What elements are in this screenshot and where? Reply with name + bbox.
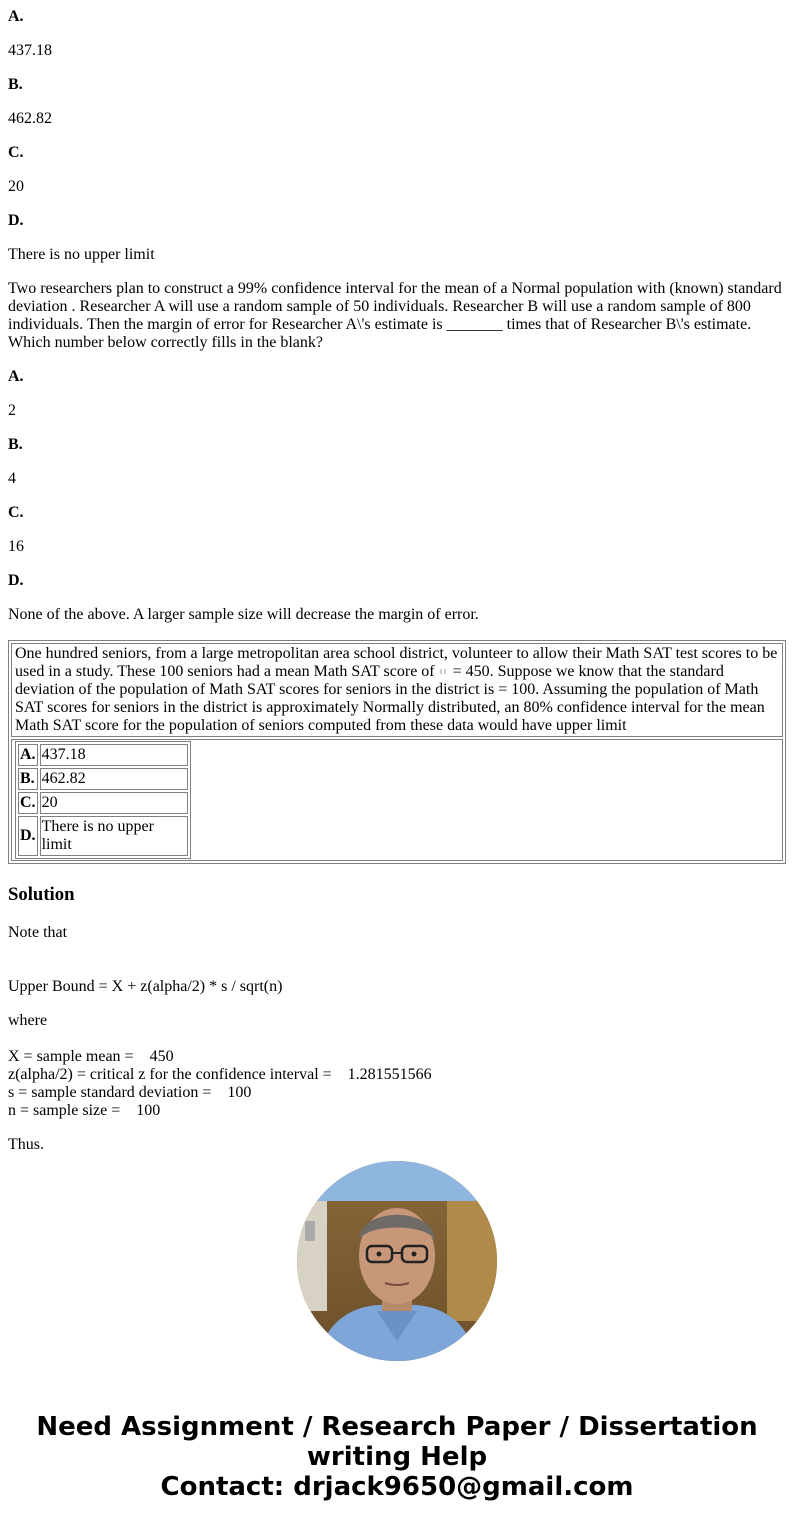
q2-option-a-letter: A.	[8, 368, 24, 385]
q3-option-row	[18, 816, 188, 856]
q2-option-b-letter: B.	[8, 436, 23, 453]
q3-options-table	[15, 741, 191, 859]
solution-heading: Solution	[8, 884, 75, 905]
tutor-avatar	[297, 1161, 497, 1361]
q3-option-a-letter: A.	[18, 744, 38, 766]
document-body	[0, 8, 794, 1154]
banner-contact-line: Contact: drjack9650@gmail.com	[160, 1472, 634, 1502]
solution-section	[8, 884, 786, 1154]
q1-option-a-text: 437.18	[8, 42, 52, 59]
q3-question-cell	[11, 643, 783, 737]
solution-def-line: n = sample size = 100	[8, 1102, 161, 1119]
q2-option-c-letter: C.	[8, 504, 24, 521]
q3-question-text-1: One hundred seniors, from a large metropolitan area school district, volunteer to allow their Math SAT test scores to be used in a study. These 100 seniors had a mean Math SAT score of	[15, 645, 778, 680]
q1-options	[8, 8, 786, 264]
q3-option-row	[18, 768, 188, 790]
q1-option-c-letter: C.	[8, 144, 24, 161]
q3-table	[8, 640, 786, 864]
q2-option-d-letter: D.	[8, 572, 24, 589]
solution-where: where	[8, 1012, 48, 1029]
solution-def-line: X = sample mean = 450	[8, 1048, 174, 1065]
q2	[8, 280, 786, 624]
q3-option-b-letter: B.	[18, 768, 38, 790]
q3-option-row	[18, 744, 188, 766]
q3-option-c-letter: C.	[18, 792, 38, 814]
q2-question-text: Two researchers plan to construct a 99% confidence interval for the mean of a Normal population with (known) standard deviation . Researcher A will use a random sample of 50 individuals. Researcher B will use a random sample of 800 individuals. Then the margin of error for Researcher A\'s estimate is _______ times that of Researcher B\'s estimate. Which number below correctly fills in the blank?	[8, 280, 782, 351]
contact-banner	[0, 1412, 794, 1502]
solution-definitions	[8, 1048, 786, 1120]
tutor-portrait-icon	[297, 1161, 497, 1361]
banner-line-1: Need Assignment / Research Paper / Dissertation	[36, 1412, 758, 1442]
q2-option-d-text: None of the above. A larger sample size will decrease the margin of error.	[8, 606, 479, 623]
q1-option-d-letter: D.	[8, 212, 24, 229]
q3-option-d-letter: D.	[18, 816, 38, 856]
q3-option-d-text: There is no upper limit	[40, 816, 188, 856]
solution-note: Note that	[8, 924, 68, 941]
q3-option-a-text: 437.18	[40, 744, 188, 766]
q1-option-b-letter: B.	[8, 76, 23, 93]
solution-formula: Upper Bound = X + z(alpha/2) * s / sqrt(n)	[8, 978, 283, 995]
banner-line-2: writing Help	[306, 1442, 488, 1472]
q3-option-c-text: 20	[40, 792, 188, 814]
q2-option-a-text: 2	[8, 402, 16, 419]
solution-def-line: s = sample standard deviation = 100	[8, 1084, 252, 1101]
q2-option-c-text: 16	[8, 538, 24, 555]
solution-def-line: z(alpha/2) = critical z for the confidence interval = 1.281551566	[8, 1066, 432, 1083]
q1-option-c-text: 20	[8, 178, 24, 195]
solution-thus: Thus.	[8, 1136, 44, 1153]
xbar-symbol-icon	[439, 663, 449, 681]
q3-question-text-2: = 450. Suppose we know that the standard deviation of the population of Math SAT scores for seniors in the district is = 100. Assuming the population of Math SAT scores for seniors in the district is approximately Normally distributed, an 80% confidence interval for the mean Math SAT score for the population of seniors computed from these data would have upper limit	[15, 663, 765, 734]
q2-option-b-text: 4	[8, 470, 16, 487]
q1-option-a-letter: A.	[8, 8, 24, 25]
q1-option-d-text: There is no upper limit	[8, 246, 155, 263]
q3-option-row	[18, 792, 188, 814]
q1-option-b-text: 462.82	[8, 110, 52, 127]
q3-option-b-text: 462.82	[40, 768, 188, 790]
q3-options-cell	[11, 739, 783, 861]
